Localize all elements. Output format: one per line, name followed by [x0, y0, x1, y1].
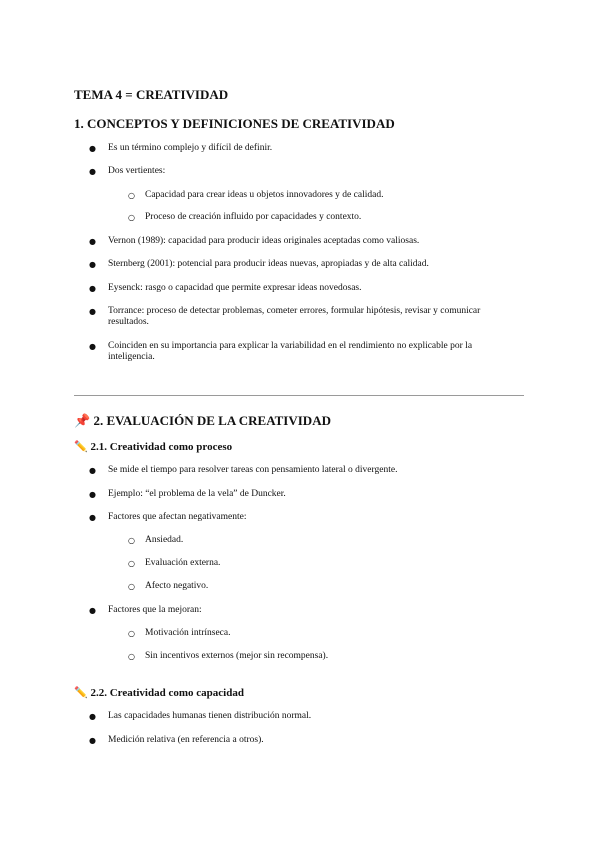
- bullet-marker: ●: [89, 284, 96, 293]
- list-item: ○ Sin incentivos externos (mejor sin recompensa).: [128, 651, 329, 661]
- bullet-marker: ●: [89, 144, 96, 153]
- list-item: ○ Ansiedad.: [128, 535, 184, 545]
- circle-marker: ○: [128, 629, 135, 638]
- list-item: ● Vernon (1989): capacidad para producir ideas originales aceptadas como valiosas.: [89, 236, 420, 246]
- bullet-marker: ●: [89, 466, 96, 475]
- list-item: ● Dos vertientes:: [89, 166, 166, 176]
- circle-marker: ○: [128, 191, 135, 200]
- circle-marker: ○: [128, 582, 135, 591]
- bullet-marker: ●: [89, 490, 96, 499]
- list-item: ○ Motivación intrínseca.: [128, 628, 231, 638]
- list-item: ● Ejemplo: “el problema de la vela” de Duncker.: [89, 489, 286, 499]
- bullet-marker: ●: [89, 237, 96, 246]
- list-item: ○ Evaluación externa.: [128, 558, 221, 568]
- section-2-heading: 📌 2. EVALUACIÓN DE LA CREATIVIDAD: [74, 413, 331, 429]
- list-item: ● Eysenck: rasgo o capacidad que permite expresar ideas novedosas.: [89, 283, 362, 293]
- section-1-heading: 1. CONCEPTOS Y DEFINICIONES DE CREATIVIDAD: [74, 116, 395, 131]
- list-item: ● Sternberg (2001): potencial para producir ideas nuevas, apropiadas y de alta calidad.: [89, 259, 429, 269]
- list-item: ● Factores que la mejoran:: [89, 605, 202, 615]
- pencil-icon: ✏️: [74, 686, 88, 699]
- list-item: ● Coinciden en su importancia para explicar la variabilidad en el rendimiento no explicable por la inteligencia.: [89, 341, 473, 362]
- circle-marker: ○: [128, 559, 135, 568]
- subsection-2-2-heading: ✏️ 2.2. Creatividad como capacidad: [74, 686, 244, 699]
- pushpin-icon: 📌: [74, 414, 91, 429]
- bullet-marker: ●: [89, 342, 96, 351]
- circle-marker: ○: [128, 536, 135, 545]
- circle-marker: ○: [128, 652, 135, 661]
- list-item: ● Medición relativa (en referencia a otros).: [89, 735, 264, 745]
- bullet-marker: ●: [89, 712, 96, 721]
- subsection-2-1-heading: ✏️ 2.1. Creatividad como proceso: [74, 440, 233, 453]
- bullet-marker: ●: [89, 513, 96, 522]
- bullet-marker: ●: [89, 307, 96, 316]
- list-item: ● Torrance: proceso de detectar problemas, cometer errores, formular hipótesis, revisar y comunicar resultados.: [89, 306, 481, 327]
- circle-marker: ○: [128, 213, 135, 222]
- list-item: ● Factores que afectan negativamente:: [89, 512, 247, 522]
- list-item: ○ Afecto negativo.: [128, 581, 209, 591]
- pencil-icon: ✏️: [74, 440, 88, 453]
- bullet-marker: ●: [89, 167, 96, 176]
- list-item: ● Las capacidades humanas tienen distribución normal.: [89, 711, 312, 721]
- bullet-marker: ●: [89, 606, 96, 615]
- list-item: ○ Capacidad para crear ideas u objetos innovadores y de calidad.: [128, 190, 384, 200]
- horizontal-divider: [74, 395, 524, 396]
- list-item: ● Es un término complejo y difícil de definir.: [89, 143, 273, 153]
- bullet-marker: ●: [89, 260, 96, 269]
- page-title: TEMA 4 = CREATIVIDAD: [74, 87, 229, 102]
- bullet-marker: ●: [89, 736, 96, 745]
- list-item: ● Se mide el tiempo para resolver tareas con pensamiento lateral o divergente.: [89, 465, 398, 475]
- list-item: ○ Proceso de creación influido por capacidades y contexto.: [128, 212, 362, 222]
